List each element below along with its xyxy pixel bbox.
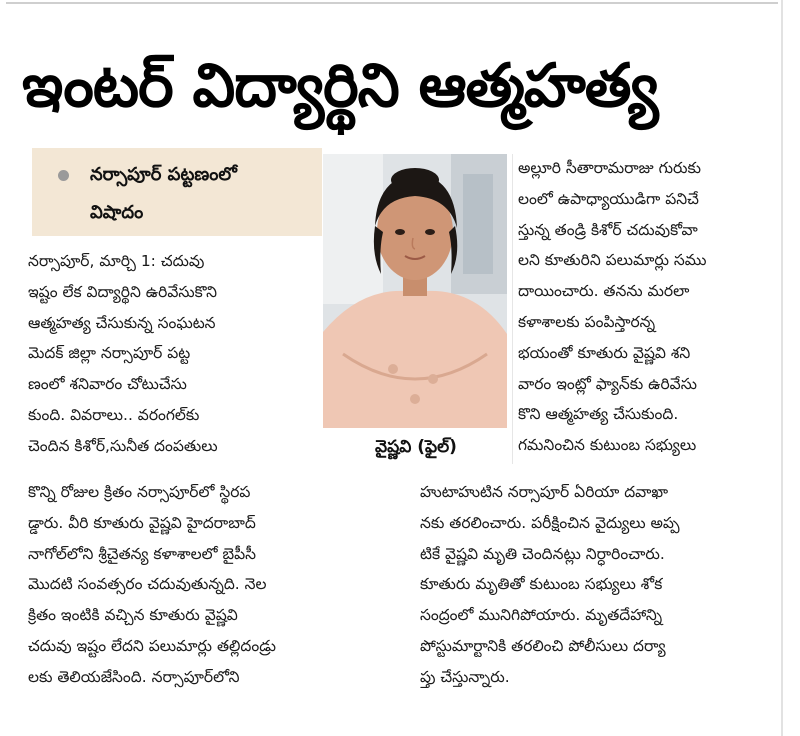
body-line: కొన్ని రోజుల క్రితం నర్సాపూర్‌లో స్థిరప bbox=[28, 483, 251, 501]
body-line: కళాశాలకు పంపిస్తారన్న bbox=[518, 312, 656, 331]
body-line: గమనించిన కుటుంబ సభ్యులు bbox=[518, 436, 697, 455]
body-line: స్తున్న తండ్రి కిశోర్ చదువుకోవా bbox=[518, 220, 698, 239]
subheadline-line: విషాదం bbox=[90, 202, 144, 223]
body-line: ఆత్మహత్య చేసుకున్న సంఘటన bbox=[28, 313, 216, 332]
body-line: చదువు ఇష్టం లేదని పలుమార్లు తల్లిదండ్రు bbox=[28, 636, 277, 655]
body-line: చెందిన కిశోర్,సునీత దంపతులు bbox=[28, 436, 218, 455]
photo-caption: వైష్ణవి (ఫైల్) bbox=[375, 437, 457, 457]
bullet-dot-icon bbox=[58, 170, 69, 181]
body-line: మెదక్ జిల్లా నర్సాపూర్ పట్ట bbox=[28, 344, 191, 363]
body-line: భయంతో కూతురు వైష్ణవి శని bbox=[518, 343, 691, 362]
body-column-left bbox=[28, 246, 318, 462]
body-line: నర్సాపూర్, మార్చి 1: చదువు bbox=[28, 252, 205, 270]
body-line: అల్లూరి సీతారామరాజు గురుకు bbox=[518, 159, 701, 177]
body-column-right-wide bbox=[420, 477, 780, 693]
body-column-right bbox=[518, 153, 780, 461]
body-line: లకు తెలియజేసింది. నర్సాపూర్‌లోని bbox=[28, 667, 240, 686]
subheadline-line: నర్సాపూర్ పట్టణంలో bbox=[90, 164, 237, 185]
body-line: కొని ఆత్మహత్య చేసుకుంది. bbox=[518, 405, 679, 424]
body-line: హుటాహుటిన నర్సాపూర్ ఏరియా దవాఖా bbox=[420, 483, 669, 501]
body-line: మొదటి సంవత్సరం చదువుతున్నది. నెల bbox=[28, 575, 267, 594]
column-divider bbox=[512, 154, 513, 464]
body-line: నాగోల్‌లోని శ్రీచైతన్య కళాశాలలో బైపీసీ bbox=[28, 544, 256, 563]
body-line: కూతురు మృతితో కుటుంబ సభ్యులు శోక bbox=[420, 575, 663, 594]
body-line: ణంలో శనివారం చోటుచేసు bbox=[28, 375, 187, 394]
body-line: దాయించారు. తనను మరలా bbox=[518, 282, 690, 301]
top-border-rule bbox=[6, 2, 778, 4]
student-photo-illustration bbox=[323, 154, 507, 428]
body-line: లంలో ఉపాధ్యాయుడిగా పనిచే bbox=[518, 189, 699, 208]
body-line: డ్డారు. వీరి కూతురు వైష్ణవి హైదరాబాద్ bbox=[28, 513, 256, 532]
body-line: కుంది. వివరాలు.. వరంగల్‌కు bbox=[28, 405, 200, 424]
body-line: ప్తు చేస్తున్నారు. bbox=[420, 667, 510, 686]
body-line: వారం ఇంట్లో ఫ్యాన్‌కు ఉరివేసు bbox=[518, 374, 697, 393]
body-line: టికే వైష్ణవి మృతి చెందినట్లు నిర్ధారించారు. bbox=[420, 544, 665, 563]
body-line: లని కూతురిని పలుమార్లు సము bbox=[518, 251, 707, 270]
headline: ఇంటర్ విద్యార్థిని ఆత్మహత్య bbox=[22, 51, 658, 121]
body-line: ఇష్టం లేక విద్యార్థిని ఉరివేసుకొని bbox=[28, 282, 218, 301]
body-line: పోస్టుమార్టానికి తరలించి పోలీసులు దర్యా bbox=[420, 636, 666, 655]
body-line: నకు తరలించారు. పరీక్షించిన వైద్యులు అప్ప bbox=[420, 513, 680, 532]
subheadline-box bbox=[32, 148, 322, 236]
body-line: క్రితం ఇంటికి వచ్చిన కూతురు వైష్ణవి bbox=[28, 606, 238, 625]
student-photo bbox=[323, 154, 507, 428]
body-line: సంద్రంలో మునిగిపోయారు. మృతదేహాన్ని bbox=[420, 606, 663, 625]
